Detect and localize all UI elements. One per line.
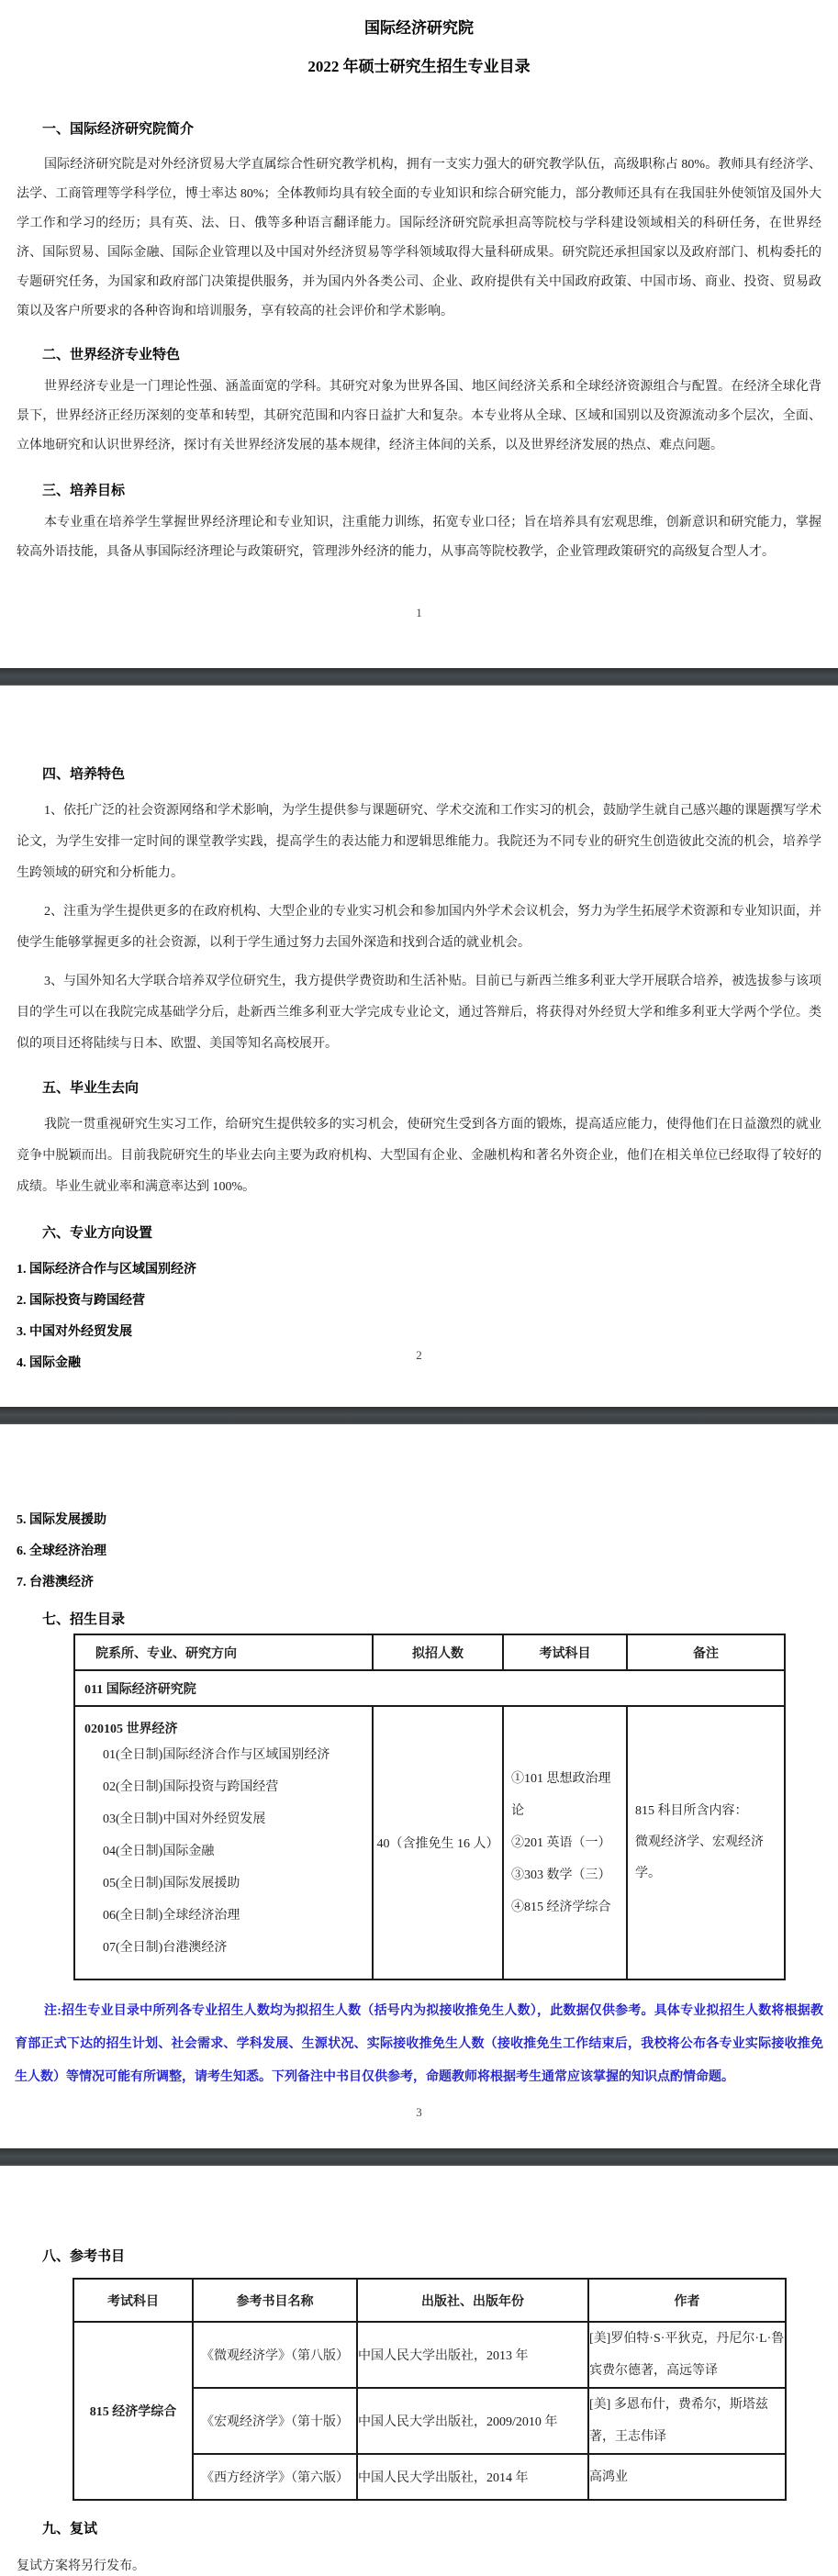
page-separator: [0, 2148, 838, 2166]
section-7-heading: 七、招生目录: [42, 1612, 126, 1627]
section-4-paragraph-1: 1、依托广泛的社会资源网络和学术影响，为学生提供参与课题研究、学术交流和工作实习的机会，鼓励学生就自己感兴趣的课题撰写学术论文，为学生安排一定时间的课堂教学实践，提高学生的表达能力和逻辑思维能力。我院还为不同专业的研究生创造彼此交流的机会，培养学生跨领域的研究和分析能力。: [17, 804, 821, 880]
section-9-heading: 九、复试: [42, 2522, 98, 2537]
section-3-paragraph: 本专业重在培养学生掌握世界经济理论和专业知识，注重能力训练，拓宽专业口径；旨在培养具有宏观思维，创新意识和研究能力，掌握较高外语技能，具备从事国际经济理论与政策研究，管理涉外经济的能力，从事高等院校教学，企业管理政策研究的高级复合型人才。: [17, 516, 821, 559]
book-author: 高鸿业: [588, 2454, 786, 2500]
section-9-paragraph: 复试方案将另行发布。: [17, 2559, 145, 2573]
major-code: 020105 世界经济: [84, 1723, 178, 1736]
major-direction-item: 5. 国际发展援助: [17, 1513, 106, 1527]
publisher-year: 中国人民大学出版社，2014 年: [357, 2454, 588, 2500]
document-page-2: [0, 686, 838, 1407]
page-separator: [0, 668, 838, 686]
section-2-heading: 二、世界经济专业特色: [42, 348, 181, 362]
column-header-exam-subjects: 考试科目: [503, 1634, 627, 1670]
page-number-2: 2: [416, 1348, 422, 1362]
exam-subject: ①101 思想政治理论: [511, 1771, 611, 1818]
research-direction: 07(全日制)台港澳经济: [103, 1941, 228, 1955]
remark-line: 微观经济学、宏观经济学。: [635, 1835, 764, 1880]
document-page-4: [0, 2166, 838, 2576]
admission-table: [73, 1634, 786, 1980]
section-4-paragraph-2: 2、注重为学生提供更多的在政府机构、大型企业的专业实习机会和参加国内外学术会议机会，努力为学生拓展学术资源和专业知识面，并使学生能够掌握更多的社会资源，以利于学生通过努力去国外深造和找到合适的就业机会。: [17, 905, 821, 950]
exam-subjects-cell: [503, 1706, 627, 1979]
page-number-1: 1: [416, 606, 422, 619]
exam-subject-cell: 815 经济学综合: [73, 2322, 193, 2500]
page-separator: [0, 1407, 838, 1424]
column-header-remark: 备注: [627, 1634, 785, 1670]
section-6-heading: 六、专业方向设置: [42, 1226, 153, 1241]
quota-cell: 40（含推免生 16 人）: [373, 1706, 503, 1979]
column-header-book-name: 参考书目名称: [193, 2279, 357, 2322]
book-author: [美]罗伯特·S·平狄克，丹尼尔·L·鲁宾费尔德著，高远等译: [588, 2322, 786, 2388]
section-1-heading: 一、国际经济研究院简介: [42, 122, 195, 137]
publisher-year: 中国人民大学出版社，2013 年: [357, 2322, 588, 2388]
admission-note: 注:招生专业目录中所列各专业招生人数均为拟招生人数（括号内为拟接收推免生人数），此数据仅供参考。具体专业拟招生人数将根据教育部正式下达的招生计划、社会需求、学科发展、生源状况、实际接收推免生人数（接收推免生工作结束后，我校将公布各专业实际接收推免生人数）等情况可能有所调整，请考生知悉。下列备注中书目仅供参考，命题教师将根据考生通常应该掌握的知识点酌情命题。: [15, 2004, 823, 2084]
column-header-department: 院系所、专业、研究方向: [74, 1634, 373, 1670]
remark-cell: [627, 1706, 785, 1979]
research-direction: 05(全日制)国际发展援助: [103, 1877, 240, 1890]
major-row: [74, 1706, 785, 1979]
column-header-author: 作者: [588, 2279, 786, 2322]
column-header-quota: 拟招人数: [373, 1634, 503, 1670]
research-direction: 04(全日制)国际金融: [103, 1845, 215, 1858]
column-header-publisher-year: 出版社、出版年份: [357, 2279, 588, 2322]
document-page-3: [0, 1424, 838, 2148]
institute-name: 011 国际经济研究院: [74, 1670, 785, 1706]
research-direction: 06(全日制)全球经济治理: [103, 1909, 240, 1923]
book-author: [美] 多恩布什，费希尔，斯塔兹著，王志伟译: [588, 2388, 786, 2454]
major-direction-item: 1. 国际经济合作与区域国别经济: [17, 1263, 196, 1277]
section-4-paragraph-3: 3、与国外知名大学联合培养双学位研究生，我方提供学费资助和生活补贴。目前已与新西兰维多利亚大学开展联合培养，被选拔参与该项目的学生可以在我院完成基础学分后，赴新西兰维多利亚大学完成专业论文，通过答辩后，将获得对外经贸大学和维多利亚大学两个学位。类似的项目还将陆续与日本、欧盟、美国等知名高校展开。: [17, 975, 821, 1051]
document-page-1: [0, 0, 838, 668]
section-5-paragraph: 我院一贯重视研究生实习工作，给研究生提供较多的实习机会，使研究生受到各方面的锻炼，提高适应能力，使得他们在日益激烈的就业竞争中脱颖而出。目前我院研究生的毕业去向主要为政府机构、大型国有企业、金融机构和著名外资企业，他们在相关单位已经取得了较好的成绩。毕业生就业率和满意率达到 100%。: [17, 1118, 821, 1194]
remark-line: 815 科目所含内容：: [635, 1804, 748, 1818]
research-direction: 01(全日制)国际经济合作与区域国别经济: [103, 1748, 330, 1762]
section-1-paragraph: 国际经济研究院是对外经济贸易大学直属综合性研究教学机构，拥有一支实力强大的研究教学队伍，高级职称占 80%。教师具有经济学、法学、工商管理等学科学位，博士率达 80%；全体教师均具有较全面的专业知识和综合研究能力，部分教师还具有在我国驻外使领馆及国外大学工作和学习的经历；具有英、法、日、俄等多种语言翻译能力。国际经济研究院承担高等院校与学科建设领域相关的科研任务，在世界经济、国际贸易、国际金融、国际企业管理以及中国对外经济贸易等学科领域取得大量科研成果。研究院还承担国家以及政府部门、机构委托的专题研究任务，为国家和政府部门决策提供服务，并为国内外各类公司、企业、政府提供有关中国政府政策、中国市场、商业、投资、贸易政策以及客户所要求的各种咨询和培训服务，享有较高的社会评价和学术影响。: [17, 158, 821, 318]
research-direction: 02(全日制)国际投资与跨国经营: [103, 1780, 279, 1794]
section-3-heading: 三、培养目标: [42, 484, 126, 498]
section-5-heading: 五、毕业生去向: [42, 1081, 140, 1096]
institute-row: [74, 1670, 785, 1706]
major-direction-item: 4. 国际金融: [17, 1356, 81, 1370]
column-header-exam-subject: 考试科目: [73, 2279, 193, 2322]
exam-subject: ④815 经济学综合: [511, 1900, 611, 1914]
reference-table-header-row: [73, 2279, 786, 2322]
major-directions-cell: [74, 1706, 373, 1979]
book-name: 《西方经济学》（第六版）: [193, 2454, 357, 2500]
page-number-3: 3: [416, 2105, 422, 2119]
book-name: 《宏观经济学》（第十版）: [193, 2388, 357, 2454]
major-direction-item: 2. 国际投资与跨国经营: [17, 1294, 145, 1308]
admission-table-header-row: [74, 1634, 785, 1670]
reference-books-table: [73, 2278, 787, 2501]
reference-book-row: [73, 2322, 786, 2388]
major-direction-item: 3. 中国对外经贸发展: [17, 1325, 132, 1339]
major-direction-item: 7. 台港澳经济: [17, 1576, 94, 1589]
doc-title-line1: 国际经济研究院: [364, 19, 474, 37]
research-direction: 03(全日制)中国对外经贸发展: [103, 1812, 266, 1826]
publisher-year: 中国人民大学出版社，2009/2010 年: [357, 2388, 588, 2454]
section-8-heading: 八、参考书目: [42, 2249, 126, 2264]
doc-title-line2: 2022 年硕士研究生招生专业目录: [307, 58, 531, 75]
exam-subject: ②201 英语（一）: [511, 1835, 611, 1850]
section-4-heading: 四、培养特色: [42, 767, 126, 782]
section-2-paragraph: 世界经济专业是一门理论性强、涵盖面宽的学科。其研究对象为世界各国、地区间经济关系和全球经济资源组合与配置。在经济全球化背景下，世界经济正经历深刻的变革和转型，其研究范围和内容日益扩大和复杂。本专业将从全球、区域和国别以及资源流动多个层次，全面、立体地研究和认识世界经济，探讨有关世界经济发展的基本规律，经济主体间的关系，以及世界经济发展的热点、难点问题。: [17, 380, 821, 452]
major-direction-item: 6. 全球经济治理: [17, 1544, 106, 1558]
exam-subject: ③303 数学（三）: [511, 1868, 611, 1882]
book-name: 《微观经济学》（第八版）: [193, 2322, 357, 2388]
